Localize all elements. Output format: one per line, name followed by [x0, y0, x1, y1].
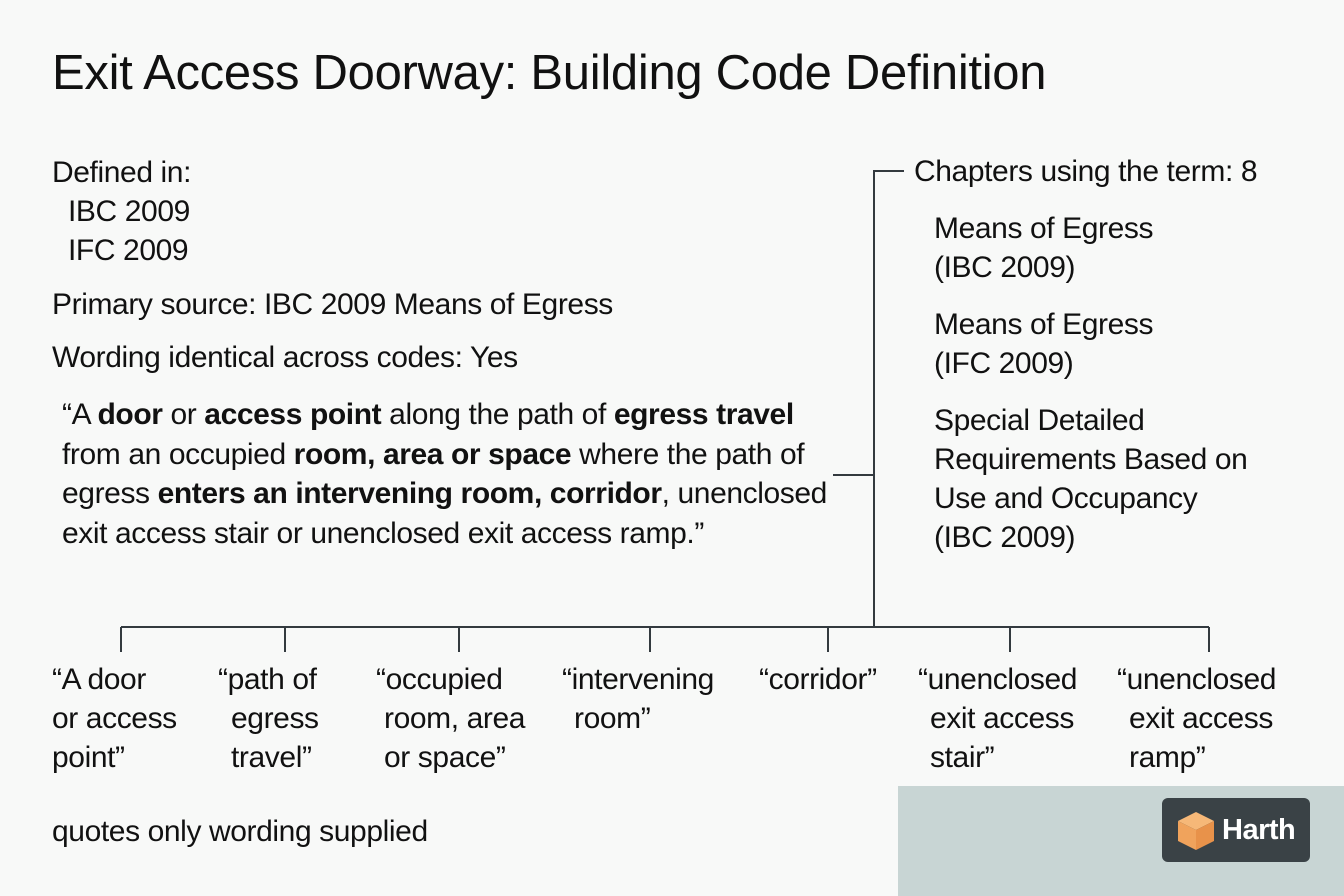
wording-identical: Wording identical across codes: Yes — [52, 341, 518, 374]
chapter-line: Means of Egress — [934, 308, 1154, 341]
phrase-line: travel” — [231, 741, 312, 774]
defined-in-code-ifc: IFC 2009 — [68, 234, 189, 267]
phrase-line: or access — [52, 702, 177, 735]
phrase-line: stair” — [930, 741, 995, 774]
chapter-line: (IBC 2009) — [934, 521, 1076, 554]
phrase-line: room, area — [384, 702, 526, 735]
phrase-line: exit access — [930, 702, 1074, 735]
chapter-item — [934, 305, 1153, 383]
phrase-line: or space” — [384, 741, 506, 774]
quote-text: along the path of — [381, 398, 614, 431]
chapter-item — [934, 209, 1153, 287]
chapter-line: Special Detailed — [934, 404, 1145, 437]
quote-key-term: egress travel — [613, 398, 794, 431]
phrase-line: “path of — [218, 663, 317, 696]
watermark-text: Harth — [1222, 813, 1296, 846]
quote-text: , unenclosed exit access stair or unenclosed exit access ramp.” — [62, 477, 827, 550]
defined-in-code-ibc: IBC 2009 — [68, 195, 190, 228]
chapter-line: (IFC 2009) — [934, 347, 1074, 380]
phrase-line: point” — [52, 741, 125, 774]
chapter-line: Requirements Based on — [934, 443, 1248, 476]
cube-logo-icon — [1174, 808, 1218, 852]
chapter-line: Means of Egress — [934, 212, 1154, 245]
quote-key-term: access point — [204, 398, 382, 431]
phrase-line: “intervening — [562, 663, 714, 696]
key-phrase — [759, 660, 877, 699]
phrase-line: “A door — [52, 663, 146, 696]
phrase-line: “unenclosed — [918, 663, 1078, 696]
phrase-line: “corridor” — [759, 663, 877, 696]
chapter-line: Use and Occupancy — [934, 482, 1198, 515]
chapters-header: Chapters using the term: 8 — [914, 155, 1258, 188]
quote-key-term: enters an intervening room, corridor — [157, 477, 662, 510]
phrase-line: egress — [231, 702, 319, 735]
key-phrase — [562, 660, 714, 738]
quote-text: from an occupied — [62, 437, 294, 471]
phrase-line: “occupied — [376, 663, 503, 696]
key-phrase — [1117, 660, 1276, 777]
phrase-line: exit access — [1129, 702, 1273, 735]
key-phrase — [218, 660, 319, 777]
chapter-item — [934, 401, 1247, 557]
key-phrase — [918, 660, 1077, 777]
phrase-line: room” — [574, 702, 651, 735]
footnote: quotes only wording supplied — [52, 815, 428, 848]
phrase-line: ramp” — [1129, 741, 1206, 774]
quote-text: where the path of egress — [62, 437, 805, 510]
defined-in-label: Defined in: — [52, 156, 192, 189]
quote-text: or — [162, 398, 205, 431]
chapter-line: (IBC 2009) — [934, 251, 1076, 284]
key-phrase — [52, 660, 177, 777]
phrase-line: “unenclosed — [1117, 663, 1277, 696]
quote-key-term: door — [97, 398, 163, 431]
page-title: Exit Access Doorway: Building Code Definition — [52, 46, 1047, 100]
primary-source: Primary source: IBC 2009 Means of Egress — [52, 288, 613, 321]
quote-key-term: room, area or space — [293, 437, 572, 471]
quote-text: “A — [62, 398, 98, 431]
chapter-bracket-line — [874, 171, 904, 627]
watermark-logo — [1162, 798, 1310, 862]
key-phrase — [376, 660, 525, 777]
